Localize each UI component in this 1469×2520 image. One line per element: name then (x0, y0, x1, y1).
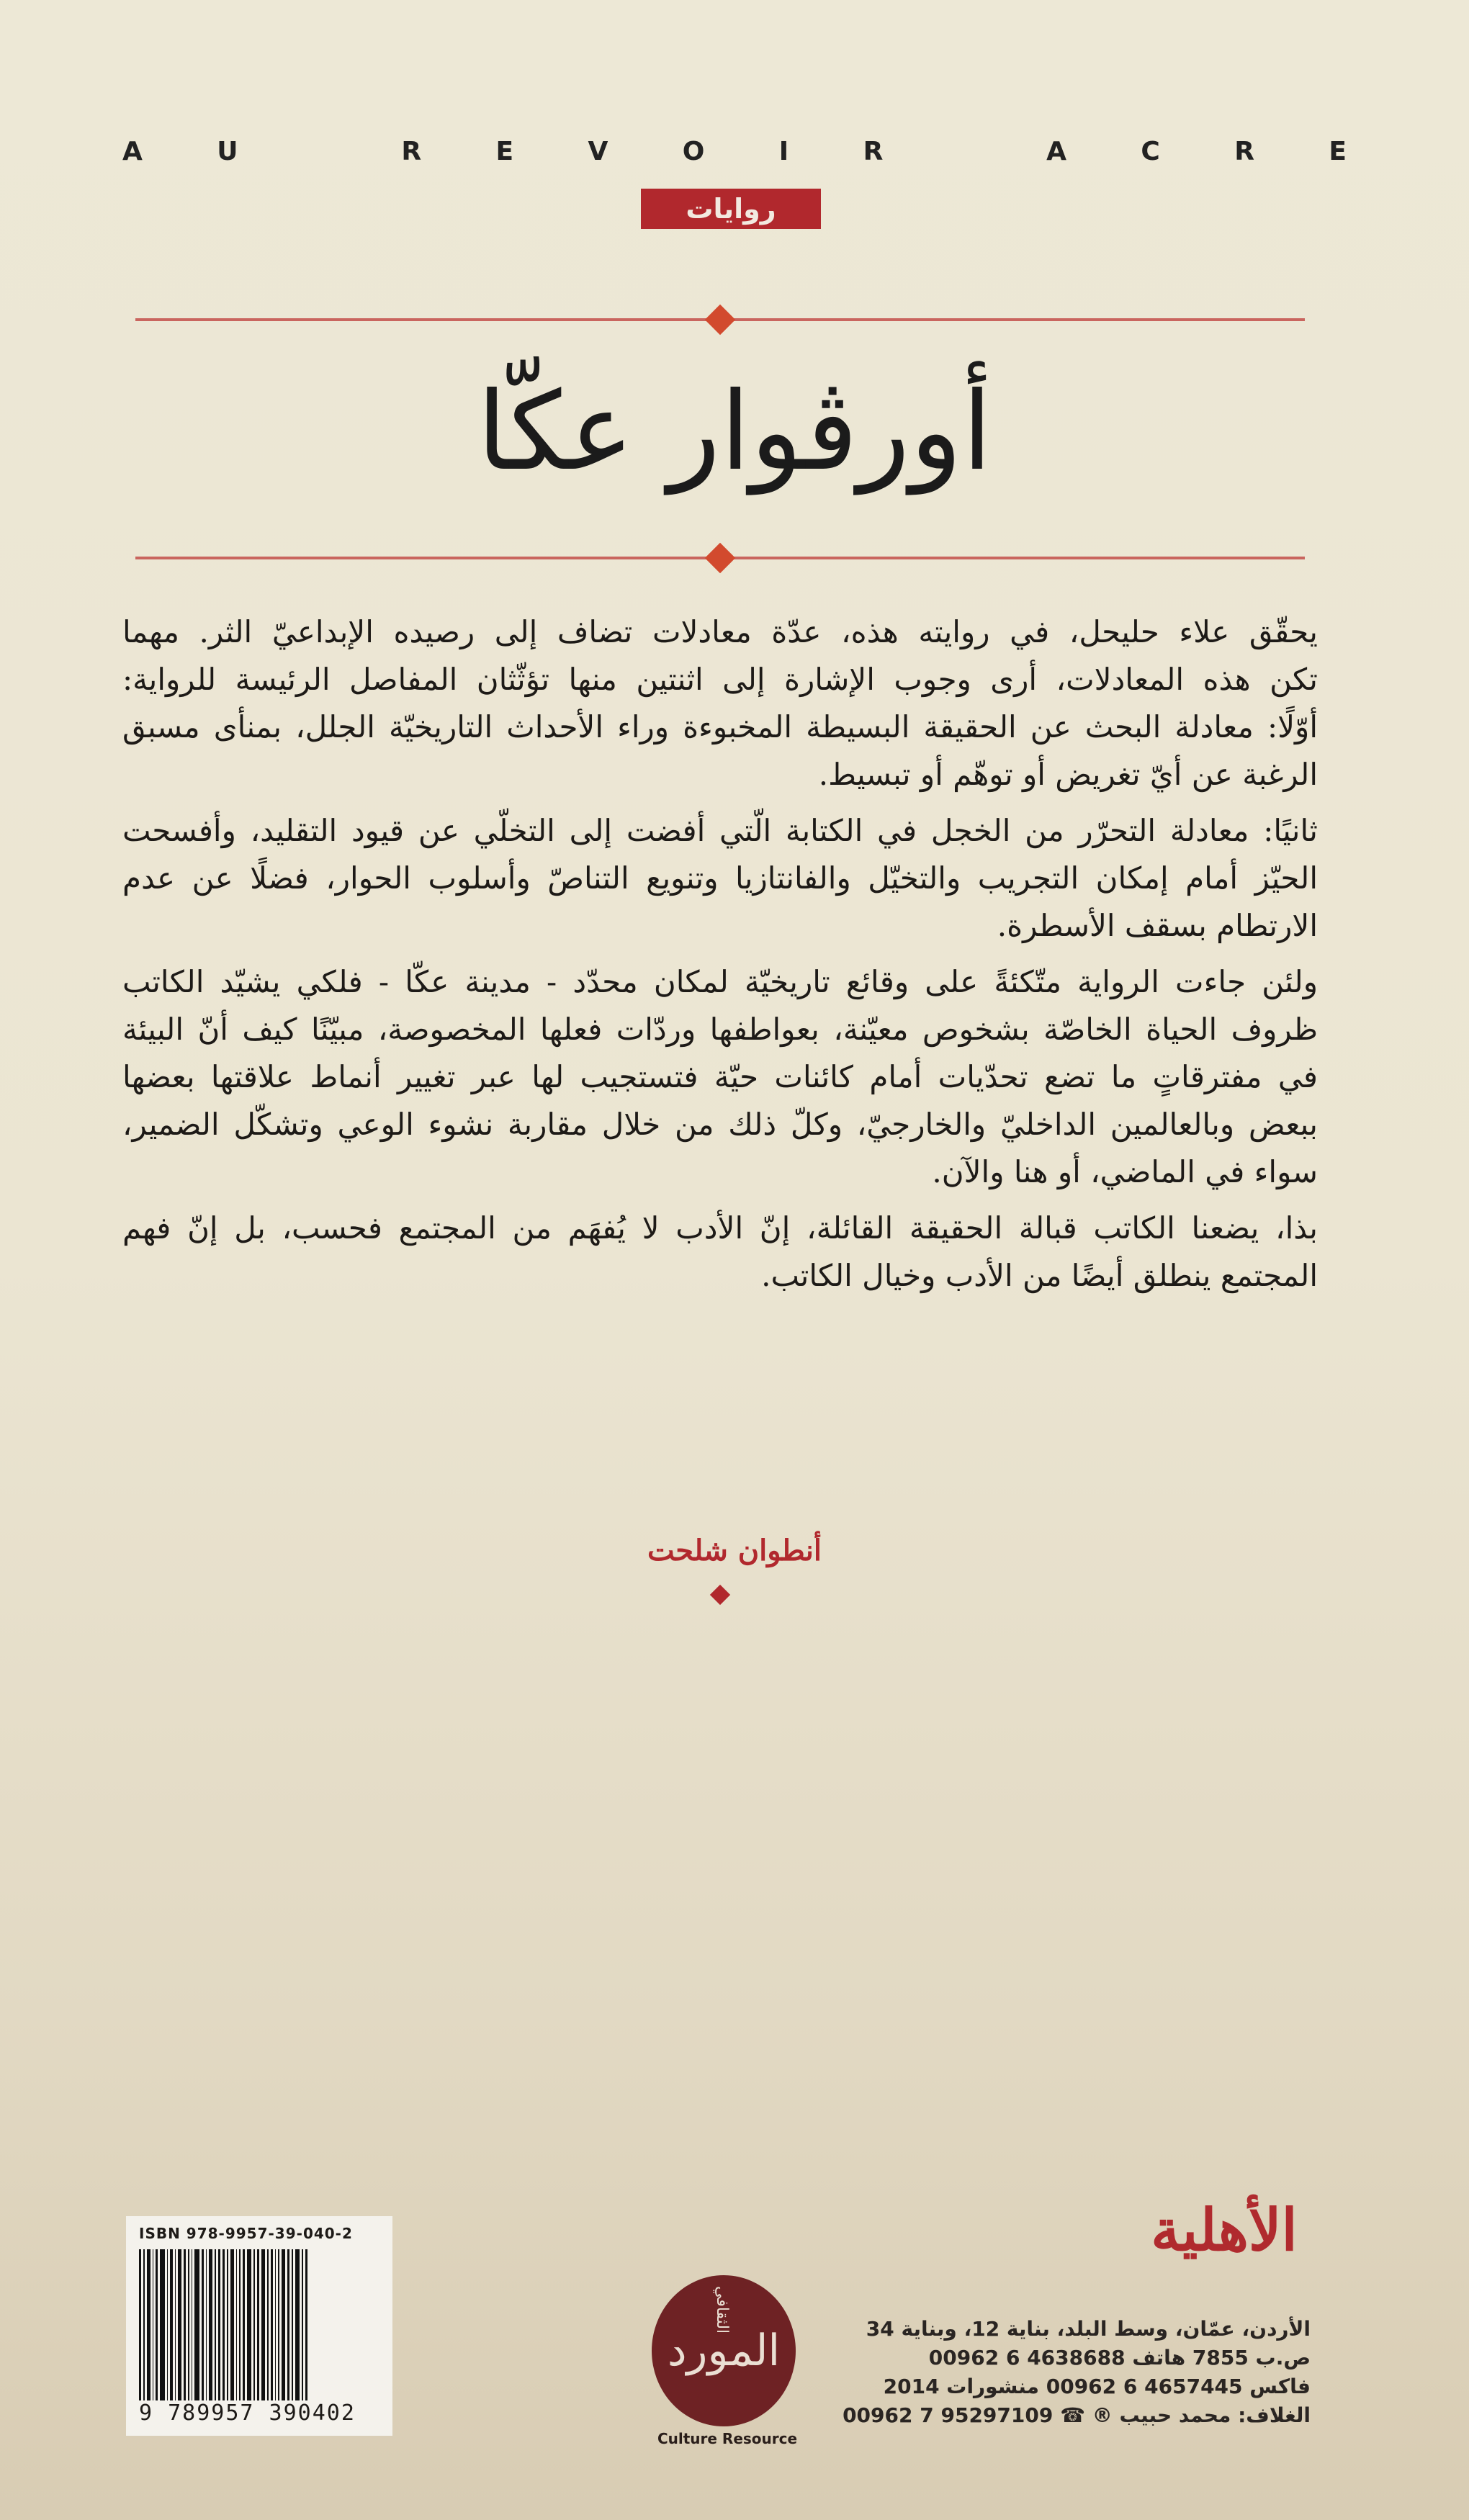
barcode-bar (282, 2249, 285, 2400)
title-letter: A (1046, 137, 1066, 166)
title-letter: A (122, 137, 143, 166)
blurb-line: المجتمع ينطلق أيضًا من الأدب وخيال الكاتب. (761, 1258, 1318, 1293)
blurb-line: ثانيًا: معادلة التحرّر من الخجل في الكتابة الّتي أفضت إلى التخلّي عن قيود التقليد، وأفسحت (122, 813, 1318, 848)
address-line: فاكس 4657445 6 00962 منشورات 2014 (883, 2375, 1311, 2398)
barcode-bar (218, 2249, 220, 2400)
barcode-bar (243, 2249, 245, 2400)
title-letter: C (1141, 137, 1160, 166)
blurb-line: بذا، يضعنا الكاتب قبالة الحقيقة القائلة، إنّ الأدب لا يُفهَم من المجتمع فحسب، بل إنّ فهم (122, 1210, 1318, 1246)
barcode-bar (153, 2249, 154, 2400)
blurb-line: ولئن جاءت الرواية متّكئةً على وقائع تاريخيّة لمكان محدّد - مدينة عكّا - فلكي يشيّد الكاتب (122, 964, 1318, 999)
title-letter: U (217, 137, 238, 166)
barcode-bar (170, 2249, 172, 2400)
blurb-line: الرغبة عن أيّ تغريض أو توهّم أو تبسيط. (818, 757, 1318, 792)
barcode-bar (247, 2249, 251, 2400)
blurb-line: يحقّق علاء حليحل، في روايته هذه، عدّة معادلات تضاف إلى رصيده الإبداعيّ الثر. مهما (122, 614, 1318, 649)
barcode-bar (160, 2249, 164, 2400)
book-title: أورڤوار عكّا (477, 369, 992, 495)
barcode-bar (175, 2249, 176, 2400)
title-letter: E (495, 137, 514, 166)
diamond-ornament (705, 543, 735, 573)
barcode-bar (223, 2249, 225, 2400)
barcode-bar (271, 2249, 273, 2400)
barcode-bar (184, 2249, 186, 2400)
title-letter: I (778, 137, 789, 166)
barcode-icon (139, 2249, 379, 2400)
blurb-line: الارتطام بسقف الأسطرة. (997, 908, 1318, 943)
barcode-bar (192, 2249, 193, 2400)
address-line: الغلاف: محمد حبيب ® ☎ 95297109 7 00962 (843, 2403, 1311, 2427)
barcode-bar (139, 2249, 141, 2400)
barcode-bar (275, 2249, 277, 2400)
address-line: ص.ب 7855 هاتف 4638688 6 00962 (928, 2346, 1311, 2370)
barcode-bar (236, 2249, 238, 2400)
barcode-bar (253, 2249, 255, 2400)
title-letter: R (1234, 137, 1254, 166)
blurb-line: ببعض وبالعالمين الداخليّ والخارجيّ، وكلّ ذلك من خلال مقاربة نشوء الوعي وتشكّل الضمير، (122, 1107, 1318, 1142)
publisher-address (843, 2315, 1311, 2430)
barcode-bar (206, 2249, 207, 2400)
barcode-bar (215, 2249, 216, 2400)
barcode-box (126, 2216, 392, 2436)
barcode-bar (178, 2249, 181, 2400)
barcode-bar (257, 2249, 259, 2400)
culture-logo-label: Culture Resource (657, 2430, 798, 2447)
barcode-bar (209, 2249, 212, 2400)
title-letter: R (863, 137, 884, 166)
culture-logo-arabic: المورد (667, 2326, 781, 2376)
barcode-bar (305, 2249, 307, 2400)
diamond-ornament (710, 1585, 730, 1605)
barcode-bar (167, 2249, 169, 2400)
barcode-bar (194, 2249, 199, 2400)
title-letter: R (401, 137, 422, 166)
barcode-bar (227, 2249, 228, 2400)
series-badge: روايات (641, 189, 821, 229)
blurb-line: الحيّز أمام إمكان التجريب والتخيّل والفانتازيا وتنويع التناصّ وأسلوب الحوار، فضلًا عن عدم (122, 860, 1318, 896)
latin-series-title (122, 137, 1347, 166)
isbn: ISBN 978-9957-39-040-2 (139, 2225, 353, 2242)
blurb-line: سواء في الماضي، أو هنا والآن. (932, 1154, 1318, 1189)
blurb-line: تكن هذه المعادلات، أرى وجوب الإشارة إلى اثنتين منها تؤثّثان المفاصل الرئيسة للرواية: (122, 662, 1318, 697)
barcode-bar (156, 2249, 158, 2400)
publisher-logo: الأهلية (1151, 2196, 1298, 2264)
barcode-digits: 9 789957 390402 (139, 2400, 356, 2426)
barcode-bar (230, 2249, 234, 2400)
barcode-bar (239, 2249, 241, 2400)
title-letter: V (588, 137, 608, 166)
diamond-ornament (705, 305, 735, 335)
address-line: الأردن، عمّان، وسط البلد، بناية 12، وبناية 34 (866, 2317, 1311, 2341)
barcode-bar (302, 2249, 303, 2400)
blurb-author: أنطوان شلحت (647, 1534, 822, 1567)
barcode-bar (292, 2249, 293, 2400)
title-letter: O (682, 137, 705, 166)
barcode-bar (267, 2249, 269, 2400)
blurb-line: في مفترقاتٍ ما تضع تحدّيات أمام كائنات حيّة فتستجيب لها عبر تغيير أنماط علاقتها بعضها (122, 1059, 1318, 1094)
blurb-line: أوّلًا: معادلة البحث عن الحقيقة البسيطة المخبوءة وراء الأحداث التاريخيّة الجلل، بمنأى مسبق (122, 709, 1318, 744)
barcode-bar (147, 2249, 151, 2400)
blurb-text (122, 608, 1318, 1300)
title-letter: E (1329, 137, 1347, 166)
barcode-bar (188, 2249, 189, 2400)
culture-logo-arabic-small: الثقافي (713, 2286, 731, 2334)
barcode-bar (295, 2249, 300, 2400)
barcode-bar (287, 2249, 289, 2400)
barcode-bar (143, 2249, 145, 2400)
blurb-line: ظروف الحياة الخاصّة بشخوص معيّنة، بعواطفها وردّات فعلها المخصوصة، مبيّنًا كيف أنّ البيئة (122, 1012, 1318, 1047)
barcode-bar (202, 2249, 204, 2400)
barcode-bar (261, 2249, 265, 2400)
barcode-bar (278, 2249, 279, 2400)
